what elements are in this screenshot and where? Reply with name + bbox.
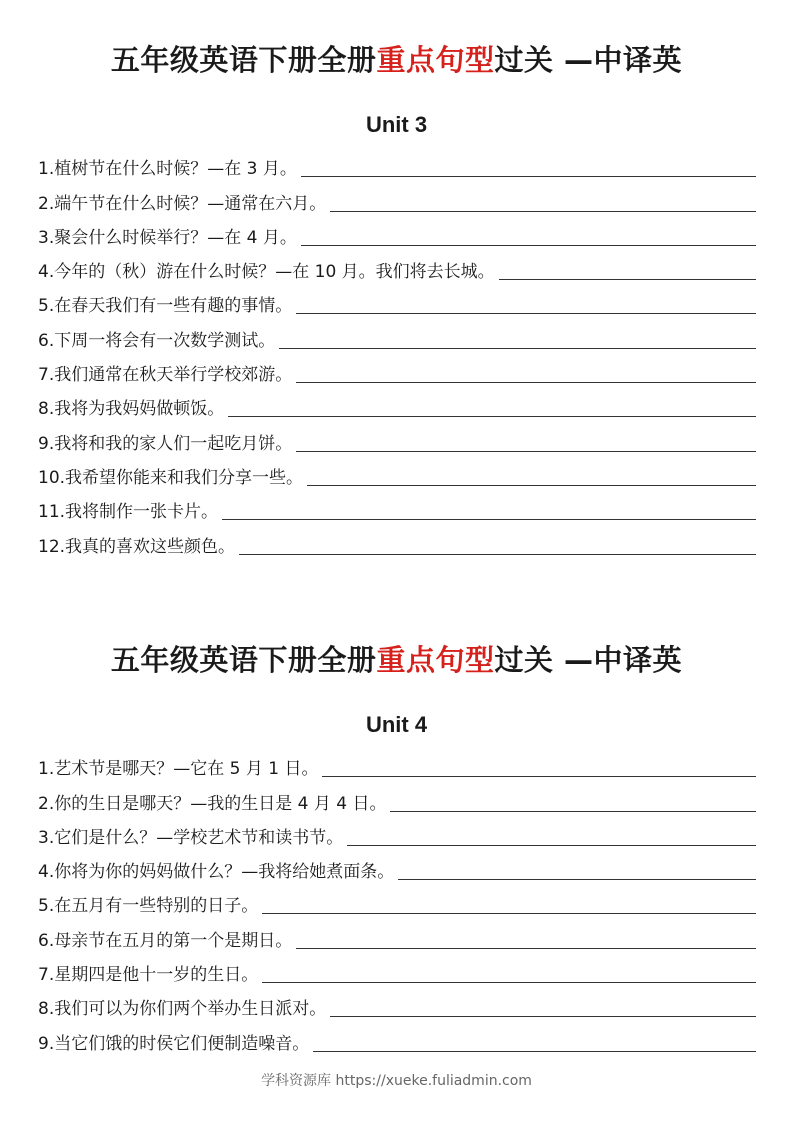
question-item: [38, 455, 756, 489]
question-text: 7.我们通常在秋天举行学校郊游。: [38, 365, 293, 386]
title-prefix: 五年级英语下册全册: [110, 43, 377, 77]
question-text: 4.你将为你的妈妈做什么？—我将给她煮面条。: [38, 862, 395, 883]
answer-line[interactable]: [296, 312, 756, 314]
question-item: [38, 849, 756, 883]
question-item: [38, 317, 756, 351]
question-item: [38, 952, 756, 986]
question-text: 6.下周一将会有一次数学测试。: [38, 330, 276, 351]
question-text: 9.我将和我的家人们一起吃月饼。: [38, 433, 293, 454]
question-text: 9.当它们饿的时侯它们便制造噪音。: [38, 1033, 310, 1054]
question-item: [38, 420, 756, 454]
answer-line[interactable]: [398, 878, 756, 880]
question-item: [38, 746, 756, 780]
question-item: [38, 283, 756, 317]
question-item: [38, 986, 756, 1020]
answer-line[interactable]: [239, 553, 756, 555]
section-unit-4: [0, 642, 793, 1055]
question-item: [38, 523, 756, 557]
question-item: [38, 815, 756, 849]
question-item: [38, 883, 756, 917]
question-text: 10.我希望你能来和我们分享一些。: [38, 467, 304, 488]
question-text: 5.在五月有一些特别的日子。: [38, 896, 259, 917]
title-suffix: 过关 —中译英: [494, 643, 683, 677]
question-item: [38, 917, 756, 951]
answer-line[interactable]: [296, 381, 756, 383]
answer-line[interactable]: [322, 775, 756, 777]
answer-line[interactable]: [301, 175, 756, 177]
question-text: 6.母亲节在五月的第一个是期日。: [38, 930, 293, 951]
question-item: [38, 146, 756, 180]
answer-line[interactable]: [279, 347, 756, 349]
question-item: [38, 215, 756, 249]
answer-line[interactable]: [296, 450, 756, 452]
question-text: 2.你的生日是哪天？—我的生日是 4 月 4 日。: [38, 793, 387, 814]
footer-watermark: 学科资源库 https://xueke.fuliadmin.com: [261, 1073, 532, 1089]
answer-line[interactable]: [390, 810, 756, 812]
question-text: 1.艺术节是哪天？—它在 5 月 1 日。: [38, 759, 319, 780]
question-text: 3.聚会什么时候举行？—在 4 月。: [38, 227, 297, 248]
answer-line[interactable]: [262, 981, 756, 983]
question-list: [38, 746, 756, 1055]
answer-line[interactable]: [222, 518, 756, 520]
answer-line[interactable]: [330, 210, 756, 212]
question-item: [38, 1020, 756, 1054]
question-text: 1.植树节在什么时候？—在 3 月。: [38, 159, 297, 180]
answer-line[interactable]: [330, 1015, 756, 1017]
title-highlight: 重点句型: [376, 643, 495, 677]
title-suffix: 过关 —中译英: [494, 43, 683, 77]
title-highlight: 重点句型: [376, 43, 495, 77]
section-unit-3: [0, 42, 793, 558]
question-text: 7.星期四是他十一岁的生日。: [38, 965, 259, 986]
answer-line[interactable]: [262, 912, 756, 914]
question-list: [38, 146, 756, 558]
answer-line[interactable]: [228, 415, 756, 417]
page-title: [0, 642, 793, 678]
question-item: [38, 386, 756, 420]
question-text: 3.它们是什么？—学校艺术节和读书节。: [38, 827, 344, 848]
question-item: [38, 489, 756, 523]
question-text: 5.在春天我们有一些有趣的事情。: [38, 296, 293, 317]
unit-heading: Unit 3: [365, 112, 428, 137]
answer-line[interactable]: [307, 484, 756, 486]
answer-line[interactable]: [301, 244, 756, 246]
question-text: 8.我将为我妈妈做顿饭。: [38, 399, 225, 420]
question-text: 12.我真的喜欢这些颜色。: [38, 536, 236, 557]
question-text: 8.我们可以为你们两个举办生日派对。: [38, 999, 327, 1020]
answer-line[interactable]: [499, 278, 756, 280]
unit-heading: Unit 4: [365, 712, 428, 737]
question-item: [38, 180, 756, 214]
title-prefix: 五年级英语下册全册: [110, 643, 377, 677]
question-text: 4.今年的（秋）游在什么时候？—在 10 月。我们将去长城。: [38, 262, 495, 283]
question-text: 2.端午节在什么时候？—通常在六月。: [38, 193, 327, 214]
answer-line[interactable]: [347, 844, 756, 846]
answer-line[interactable]: [313, 1050, 756, 1052]
question-item: [38, 249, 756, 283]
question-item: [38, 352, 756, 386]
page-title: [0, 42, 793, 78]
question-text: 11.我将制作一张卡片。: [38, 502, 219, 523]
question-item: [38, 780, 756, 814]
answer-line[interactable]: [296, 947, 756, 949]
